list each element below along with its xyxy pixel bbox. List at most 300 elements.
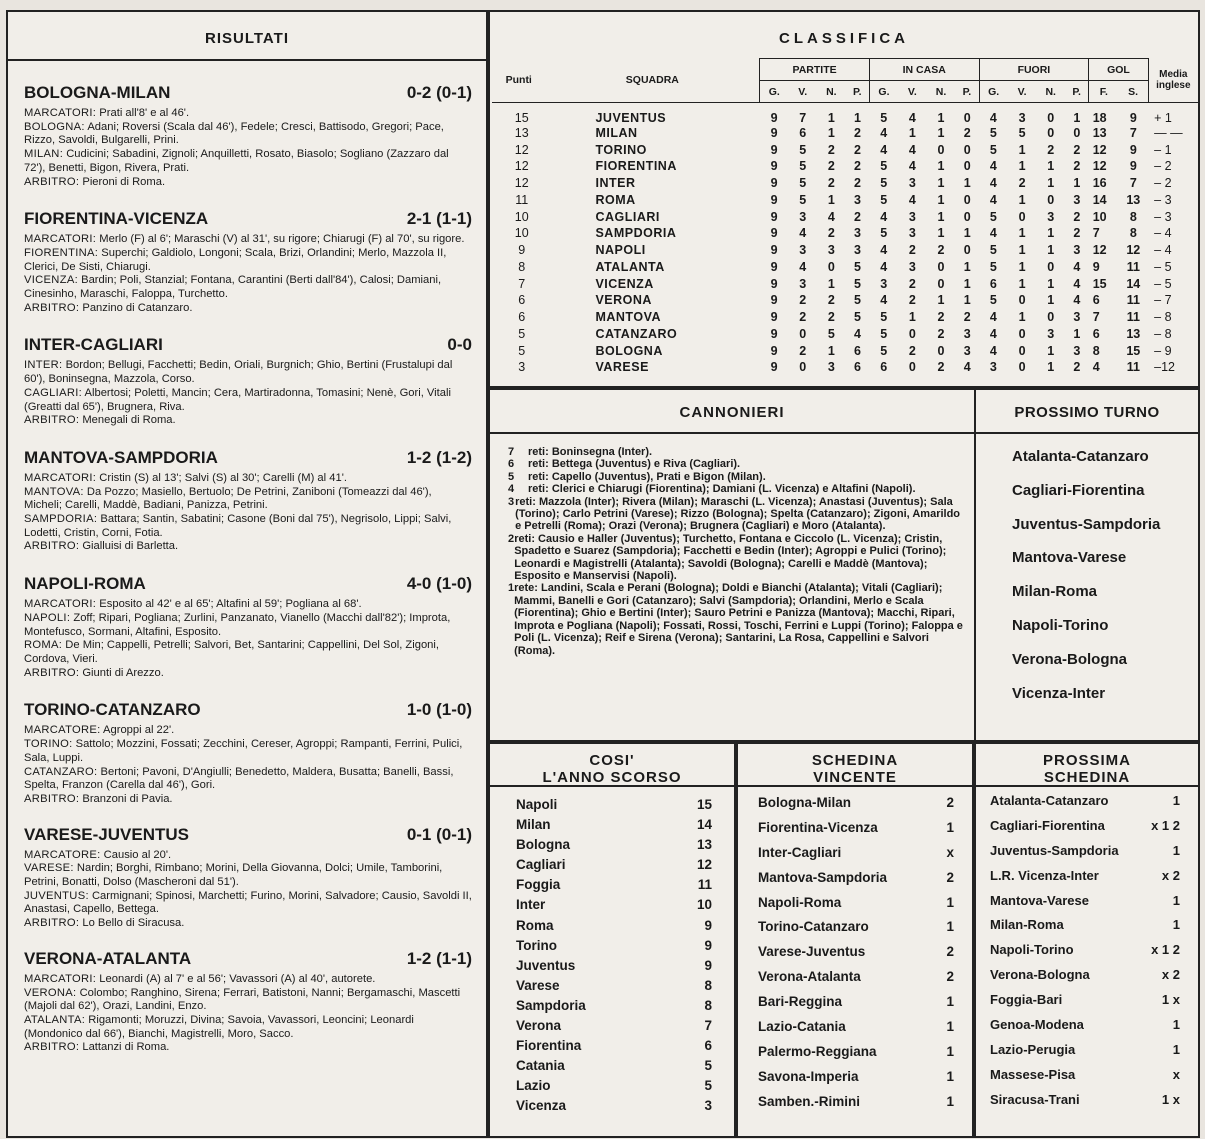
row-label: Foggia-Bari [990,992,1063,1008]
stat-cell: 8 [1092,343,1100,358]
stat-cell: 0 [1047,125,1055,140]
detail-label: MARCATORI: [24,107,97,119]
detail-label: MARCATORE: [24,724,101,737]
match-detail-line [24,302,472,316]
row-label: Napoli-Torino [990,942,1074,958]
stat-cell: 4 [880,125,888,140]
match-detail-line [24,766,472,793]
standings-row [492,103,1198,125]
stat-cell: 2 [799,293,807,308]
stat-cell: 3 [799,209,807,224]
stat-cell: 9 [770,360,778,375]
match-detail-line [24,359,472,386]
match-detail-line [24,540,472,554]
stat-cell: 3 [989,360,997,375]
match-detail-line [24,639,472,666]
stat-cell: 2 [937,360,945,375]
goals-count: 1 [508,582,515,595]
detail-label: BOLOGNA: [24,120,85,133]
stat-cell: 0 [963,243,971,258]
stat-cell: 1 [908,310,916,325]
stat-cell: 9 [770,243,778,258]
prossima-schedina-row [976,992,1198,1017]
stat-cell: 1 [1018,142,1026,157]
goals-count: 3 [508,495,515,508]
subheader-v: V. [1008,81,1037,103]
stat-cell: 7 [1129,125,1137,140]
prossimo-turno-match: Verona-Bologna [1012,650,1128,668]
row-value: 2 [946,869,954,885]
stat-cell: 1 [937,226,945,241]
schedina-row [738,1094,972,1119]
stat-cell: 1 [963,176,971,191]
punti-cell: 7 [518,276,526,291]
detail-text: Prati all'8' e al 46'. [96,107,190,119]
row-label: L.R. Vicenza-Inter [990,867,1099,883]
squadra-cell: VARESE [595,360,649,375]
row-value: 13 [696,837,712,853]
match-header [24,574,472,594]
detail-label: CAGLIARI: [24,386,83,399]
stat-cell: 5 [880,226,888,241]
prossima-schedina-row [976,1067,1198,1092]
media-cell: – 2 [1154,159,1172,174]
standings-row [492,225,1198,242]
detail-label: CATANZARO: [24,765,98,778]
stat-cell: 2 [1073,360,1081,375]
media-cell: – 7 [1154,293,1172,308]
stat-cell: 4 [908,192,916,207]
stat-cell: 5 [989,142,997,157]
stat-cell: 5 [854,293,861,308]
stat-cell: 2 [827,226,835,241]
subheader-p: P. [846,81,870,103]
match-detail-line [24,849,472,863]
match-teams: VERONA-ATALANTA [24,948,192,968]
stat-cell: 1 [1018,192,1026,207]
schedina-row [738,944,972,969]
standings-row [492,158,1198,175]
subheader-v: V. [898,81,927,103]
detail-label: MARCATORE: [24,848,101,861]
schedina-vincente-list [738,787,972,1119]
row-value: 1 x [1161,1091,1180,1107]
stat-cell: 3 [963,343,971,358]
stat-cell: 3 [1018,110,1026,125]
detail-label: VERONA: [24,986,77,999]
match-detail-line [24,612,472,639]
stat-cell: 3 [799,243,807,258]
row-value: 1 [1172,1017,1180,1033]
row-value: 3 [704,1098,712,1114]
detail-text: Da Pozzo; Masiello, Bertuolo; De Petrini, Zaniboni (Tomeazzi dal 46'), Micheli; Carelli, Maddè, Badiani, Panizza, Petrini. [24,485,432,512]
schedina-row [738,1044,972,1069]
detail-text: Battara; Santin, Sabatini; Casone (Boni dal 75'), Negrisolo, Lippi; Salvi, Lodetti, Cristin, Corni, Fotia. [24,513,452,539]
stat-cell: 5 [799,192,807,207]
prossima-schedina-row [976,818,1198,843]
detail-text: Cudicini; Sabadini, Zignoli; Anquilletti, Rosato, Biasolo; Sogliano (Zazzaro dal 72'), Benetti, Bigon, Rivera, Prati. [24,148,449,174]
stat-cell: 0 [963,110,971,125]
stat-cell: 2 [799,343,807,358]
stat-cell: 6 [854,360,861,375]
scorer-entry [508,458,964,471]
stat-cell: 5 [854,276,861,291]
header-punti: Punti [492,59,545,103]
match-header [24,825,472,845]
scorer-names: reti: Capello (Juventus), Prati e Bigon (Milan). [528,470,766,483]
cosi-row [490,1058,734,1078]
stat-cell: 0 [1018,360,1026,375]
stat-cell: 0 [937,343,945,358]
stat-cell: 4 [908,159,916,174]
stat-cell: 2 [799,310,807,325]
detail-text: Merlo (F) al 6'; Maraschi (V) al 31', su rigore; Chiarugi (F) al 70', su rigore. [96,233,465,246]
scorer-names: reti: Boninsegna (Inter). [528,446,653,458]
stat-cell: 5 [989,293,997,308]
row-value: 1 [946,1068,954,1084]
standings-row [492,292,1198,309]
match-block [8,83,486,189]
stat-cell: 3 [799,276,807,291]
stat-cell: 3 [854,243,861,258]
row-value: x [1172,1066,1180,1082]
stat-cell: 8 [1129,209,1137,224]
schedina-row [738,1069,972,1094]
stat-cell: 2 [854,209,861,224]
stat-cell: 9 [1092,259,1100,274]
stat-cell: 4 [989,226,997,241]
prossimo-turno-list [976,434,1198,718]
detail-text: Cristin (S) al 13'; Salvi (S) al 30'; Carelli (M) al 41'. [96,471,347,484]
row-value: 1 [1172,842,1180,858]
row-label: Mantova-Varese [990,892,1089,908]
detail-text: Carmignani; Spinosi, Marchetti; Furino, Morini, Salvadore; Causio, Savoldi II, Anastasi, Capello, Bettega. [24,889,472,916]
schedina-title-line2: VINCENTE [813,769,897,786]
media-cell: – 8 [1154,326,1172,341]
detail-text: Albertosi; Poletti, Mancin; Cera, Martiradonna, Tomasini; Nenè, Gori, Vitali (Greatti dal 65'), Brugnera, Riva. [24,386,451,413]
prossima-schedina-row [976,917,1198,942]
stat-cell: 0 [937,142,945,157]
row-value: 1 [946,1019,954,1035]
media-cell: – 4 [1154,226,1172,241]
stat-cell: 11 [1126,259,1140,274]
row-label: Varese [516,977,560,993]
detail-label: JUVENTUS: [24,889,89,902]
row-value: 15 [696,797,712,812]
stat-cell: 5 [880,192,888,207]
prossima-schedina-title [976,744,1198,787]
match-score: 1-2 (1-1) [406,948,472,968]
row-label: Verona-Bologna [990,967,1090,983]
stat-cell: 3 [1047,326,1055,341]
stat-cell: 0 [1047,192,1055,207]
stat-cell: 3 [1073,310,1081,325]
row-value: 6 [704,1038,712,1054]
match-detail-line [24,890,472,917]
stat-cell: 4 [880,293,888,308]
stat-cell: 2 [937,243,945,258]
stat-cell: 0 [799,326,807,341]
stat-cell: 1 [1047,243,1055,258]
cosi-row [490,958,734,978]
row-label: Palermo-Reggiana [758,1043,877,1059]
match-score: 2-1 (1-1) [406,209,472,229]
standings-row [492,309,1198,326]
stat-cell: 4 [880,209,888,224]
cosi-title-line1: COSI' [589,752,635,769]
stat-cell: 11 [1126,360,1140,375]
media-cell: + 1 [1154,110,1172,125]
stat-cell: 0 [799,360,807,375]
detail-text: Nardin; Borghi, Rimbano; Morini, Della Giovanna, Dolci; Umile, Tamborini, Petrini, Bonatti, Dolso (Mascheroni dal 51'). [24,862,443,889]
stat-cell: 1 [963,259,971,274]
row-value: x 2 [1161,867,1180,883]
stat-cell: 0 [1018,343,1026,358]
match-detail-line [24,486,472,513]
stat-cell: 1 [1047,176,1055,191]
match-list [8,83,486,1055]
match-teams: MANTOVA-SAMPDORIA [24,447,218,467]
subheader-n: N. [1036,81,1065,103]
punti-cell: 12 [514,159,529,174]
stat-cell: 9 [770,176,778,191]
prossima-schedina-row [976,793,1198,818]
match-score: 1-2 (1-2) [406,447,472,467]
detail-label: MARCATORI: [24,598,97,611]
row-label: Vicenza [516,1098,567,1114]
stat-cell: 1 [827,125,835,140]
stat-cell: 5 [880,110,888,125]
stat-cell: 9 [770,159,778,174]
stat-cell: 11 [1126,310,1140,325]
stat-cell: 3 [1047,209,1055,224]
stat-cell: 7 [799,110,807,125]
stat-cell: 1 [1047,226,1055,241]
row-value: 10 [696,897,712,913]
match-score: 1-0 (1-0) [406,700,472,720]
detail-text: Bardin; Poli, Stanzial; Fontana, Carantini (Berti dall'84'), Calosi; Damiani, Cinesinho, Maraschi, Faloppa, Turchetto. [24,274,442,301]
goals-count: 5 [508,470,515,483]
detail-label: ARBITRO: [24,1041,80,1054]
match-detail-line [24,247,472,274]
squadra-cell: ATALANTA [595,259,665,274]
stat-cell: 1 [937,293,945,308]
stat-cell: 0 [1047,259,1055,274]
stat-cell: 7 [1092,310,1100,325]
stat-cell: 4 [989,343,997,358]
stat-cell: 1 [937,110,945,125]
cosi-row [490,897,734,917]
prossimo-turno-match: Vicenza-Inter [1012,684,1106,702]
row-label: Lazio-Catania [758,1019,846,1035]
stat-cell: 0 [963,209,971,224]
stat-cell: 3 [854,226,861,241]
match-detail-line [24,1014,472,1041]
stat-cell: 4 [799,259,807,274]
stat-cell: 5 [1018,125,1026,140]
stat-cell: 1 [963,276,971,291]
detail-text: Bertoni; Pavoni, D'Angiulli; Benedetto, Maldera, Busatta; Banelli, Bassi, Spelta, Franzon (Carella dal 46'), Gori. [24,765,454,792]
stat-cell: 6 [880,360,888,375]
schedina-title-line1: SCHEDINA [811,752,899,769]
row-value: 1 [946,994,954,1010]
standings-row [492,259,1198,276]
subheader-f: F. [1089,81,1119,103]
row-value: 9 [704,937,712,953]
row-value: 2 [946,944,954,960]
cosi-row [490,938,734,958]
row-value: x 1 2 [1151,942,1180,958]
punti-cell: 10 [514,209,529,224]
schedina-row [738,895,972,920]
prossima-schedina-row [976,868,1198,893]
header-partite: PARTITE [760,59,870,81]
cosi-row [490,918,734,938]
row-value: 5 [704,1078,712,1094]
stat-cell: 6 [989,276,997,291]
cosi-row [490,817,734,837]
detail-label: VARESE: [24,862,74,875]
media-cell: – 1 [1154,142,1172,157]
cosi-row [490,998,734,1018]
media-cell: –12 [1154,360,1175,375]
match-block [8,335,486,428]
stat-cell: 2 [1073,142,1081,157]
detail-text: Sattolo; Mozzini, Fossati; Zecchini, Cereser, Agroppi; Rampanti, Ferrini, Pulici, Sala, Luppi. [24,738,463,764]
standings-row [492,175,1198,192]
stat-cell: 2 [1073,209,1081,224]
cosi-row [490,857,734,877]
header-media-inglese: Media inglese [1148,59,1198,103]
squadra-cell: VICENZA [595,276,654,291]
row-label: Cagliari [516,857,566,873]
match-detail-line [24,1041,472,1055]
row-value: 8 [704,977,712,993]
detail-text: Lo Bello di Siracusa. [79,917,185,930]
stat-cell: 12 [1092,159,1107,174]
punti-cell: 3 [518,360,526,375]
stat-cell: 1 [963,226,971,241]
stat-cell: 7 [1092,226,1100,241]
row-value: 12 [696,857,712,873]
punti-cell: 12 [514,142,529,157]
match-detail-line [24,233,472,247]
detail-label: MILAN: [24,148,64,161]
stat-cell: 9 [770,293,778,308]
match-block [8,448,486,554]
match-detail-line [24,862,472,889]
stat-cell: 0 [963,142,971,157]
punti-cell: 9 [518,243,526,258]
stat-cell: 4 [1073,276,1081,291]
stat-cell: 2 [963,125,971,140]
stat-cell: 2 [827,293,835,308]
stat-cell: 1 [854,110,861,125]
row-value: 1 [946,894,954,910]
row-value: 1 x [1161,992,1180,1008]
stat-cell: 4 [963,360,971,375]
standings-row [492,125,1198,142]
match-teams: TORINO-CATANZARO [24,700,201,720]
stat-cell: 2 [827,310,835,325]
squadra-cell: VERONA [595,293,652,308]
cosi-row [490,877,734,897]
detail-label: ROMA: [24,639,63,652]
detail-label: FIORENTINA: [24,246,99,259]
media-cell: – 3 [1154,209,1172,224]
match-teams: FIORENTINA-VICENZA [24,209,209,229]
stat-cell: 1 [1047,276,1055,291]
match-detail-line [24,667,472,681]
match-detail-line [24,973,472,987]
squadra-cell: FIORENTINA [595,159,677,174]
schedina-row [738,795,972,820]
standings-row [492,342,1198,359]
row-value: 7 [704,1018,712,1034]
stat-cell: 9 [770,192,778,207]
row-value: 9 [704,917,712,933]
row-value: 9 [704,957,712,973]
match-block [8,209,486,315]
stat-cell: 3 [827,243,835,258]
squadra-cell: SAMPDORIA [595,226,677,241]
stat-cell: 4 [799,226,807,241]
scorer-names: reti: Clerici e Chiarugi (Fiorentina); Damiani (L. Vicenza) e Altafini (Napoli). [528,483,916,496]
schedina-row [738,994,972,1019]
prossima-title-line1: PROSSIMA [1042,752,1131,769]
stat-cell: 5 [854,310,861,325]
stat-cell: 5 [989,125,997,140]
detail-label: ARBITRO: [24,414,80,427]
scorer-entry [508,446,964,458]
detail-text: Gialluisi di Barletta. [79,540,179,553]
standings-row [492,208,1198,225]
stat-cell: 9 [770,226,778,241]
stat-cell: 5 [799,142,807,157]
detail-label: ARBITRO: [24,301,80,314]
match-header [24,448,472,468]
stat-cell: 4 [989,310,997,325]
detail-text: Panzino di Catanzaro. [79,301,193,314]
punti-cell: 6 [518,293,526,308]
detail-text: Leonardi (A) al 7' e al 56'; Vavassori (A) al 40', autorete. [96,972,376,985]
punti-cell: 12 [514,176,529,191]
prossimo-turno-match: Juventus-Sampdoria [1012,515,1161,533]
stat-cell: 3 [827,360,835,375]
stat-cell: 3 [908,226,916,241]
match-score: 0-1 (0-1) [406,824,472,844]
stat-cell: 12 [1092,243,1107,258]
stat-cell: 9 [770,326,778,341]
header-fuori: FUORI [979,59,1089,81]
squadra-cell: INTER [595,176,636,191]
stat-cell: 3 [963,326,971,341]
stat-cell: 1 [1073,110,1081,125]
match-block [8,949,486,1055]
stat-cell: 5 [880,310,888,325]
row-label: Lazio [516,1078,551,1094]
match-detail-line [24,274,472,301]
row-value: 1 [1172,793,1180,808]
match-teams: VARESE-JUVENTUS [24,824,189,844]
prossimo-turno-title: PROSSIMO TURNO [976,390,1198,434]
prossima-schedina-row [976,893,1198,918]
stat-cell: 5 [880,343,888,358]
match-detail-line [24,987,472,1014]
stat-cell: 1 [937,192,945,207]
detail-text: Lattanzi di Roma. [79,1041,170,1054]
stat-cell: 1 [827,276,835,291]
